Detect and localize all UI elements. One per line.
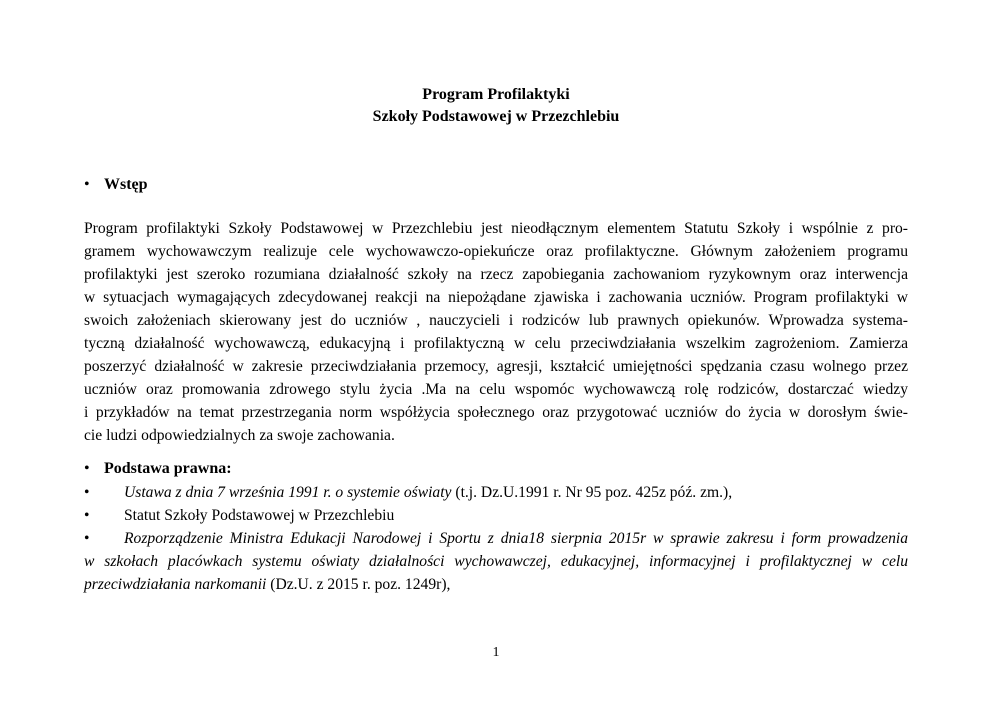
paragraph-line: tyczną działalność wychowawczą, edukacyjną i profilaktyczną w celu przeciwdziałania wszelkim zagrożeniom. Zamierza xyxy=(84,335,908,352)
law-item-1-citation: (t.j. Dz.U.1991 r. Nr 95 poz. 425z póź. zm.), xyxy=(451,484,733,501)
law-item-3-line-3: przeciwdziałania narkomanii (Dz.U. z 2015 r. poz. 1249r), xyxy=(84,576,451,593)
law-item-3-line-1: • Rozporządzenie Ministra Edukacji Narodowej i Sportu z dnia18 sierpnia 2015r w sprawie zakresu i form prowadzenia xyxy=(84,527,908,550)
law-item-1-title: Ustawa z dnia 7 września 1991 r. o systemie oświaty xyxy=(124,484,452,501)
bullet-icon: • xyxy=(84,176,90,193)
law-item-2-text: Statut Szkoły Podstawowej w Przezchlebiu xyxy=(124,507,395,524)
law-item-3-line-2: w szkołach placówkach systemu oświaty działalności wychowawczej, edukacyjnej, informacyjnej i profilaktycznej w celu xyxy=(84,553,908,570)
bullet-icon: • xyxy=(84,507,90,524)
law-list-item-2 xyxy=(84,504,394,527)
bullet-icon: • xyxy=(84,484,90,501)
paragraph-line: gramem wychowawczym realizuje cele wychowawczo-opiekuńcze oraz profilaktyczne. Głównym założeniem programu xyxy=(84,243,908,260)
section-heading-law xyxy=(84,458,232,480)
paragraph-line: w sytuacjach wymagających zdecydowanej reakcji na niepożądane zjawiska i zachowania uczniów. Program profilaktyki w xyxy=(84,289,908,306)
paragraph-line: swoich założeniach skierowany jest do uczniów , nauczycieli i rodziców lub prawnych opiekunów. Wprowadza systema- xyxy=(84,312,908,329)
paragraph-line: uczniów oraz promowania zdrowego stylu życia .Ma na celu wspomóc wychowawczą rolę rodziców, dostarczać wiedzy xyxy=(84,381,908,398)
paragraph-line: i przykładów na temat przestrzegania norm współżycia społecznego oraz przygotować uczniów do życia w dorosłym świe- xyxy=(84,404,908,421)
paragraph-line: poszerzyć działalność w zakresie przeciwdziałania przemocy, agresji, kształcić umiejętności spędzania czasu wolnego przez xyxy=(84,358,908,375)
document-title-line-1: Program Profilaktyki xyxy=(422,86,570,103)
page-number: 1 xyxy=(492,645,500,660)
paragraph-line: profilaktyki jest szeroko rozumiana działalność szkoły na rzecz zapobiegania zachowaniom ryzykownym oraz interwencja xyxy=(84,266,908,283)
intro-paragraph xyxy=(84,217,908,447)
document-title-line-2: Szkoły Podstawowej w Przezchlebiu xyxy=(372,108,620,125)
bullet-icon: • xyxy=(84,530,90,547)
section-heading-law-text: Podstawa prawna: xyxy=(104,460,232,477)
bullet-icon: • xyxy=(84,460,90,477)
law-list-item-3 xyxy=(84,527,908,596)
paragraph-line: cie ludzi odpowiedzialnych za swoje zachowania. xyxy=(84,427,395,444)
law-list-item-1 xyxy=(84,481,732,504)
section-heading-intro xyxy=(84,174,148,196)
section-heading-intro-text: Wstęp xyxy=(104,176,148,193)
paragraph-line: Program profilaktyki Szkoły Podstawowej w Przezchlebiu jest nieodłącznym elementem Statutu Szkoły i wspólnie z pro- xyxy=(84,220,908,237)
